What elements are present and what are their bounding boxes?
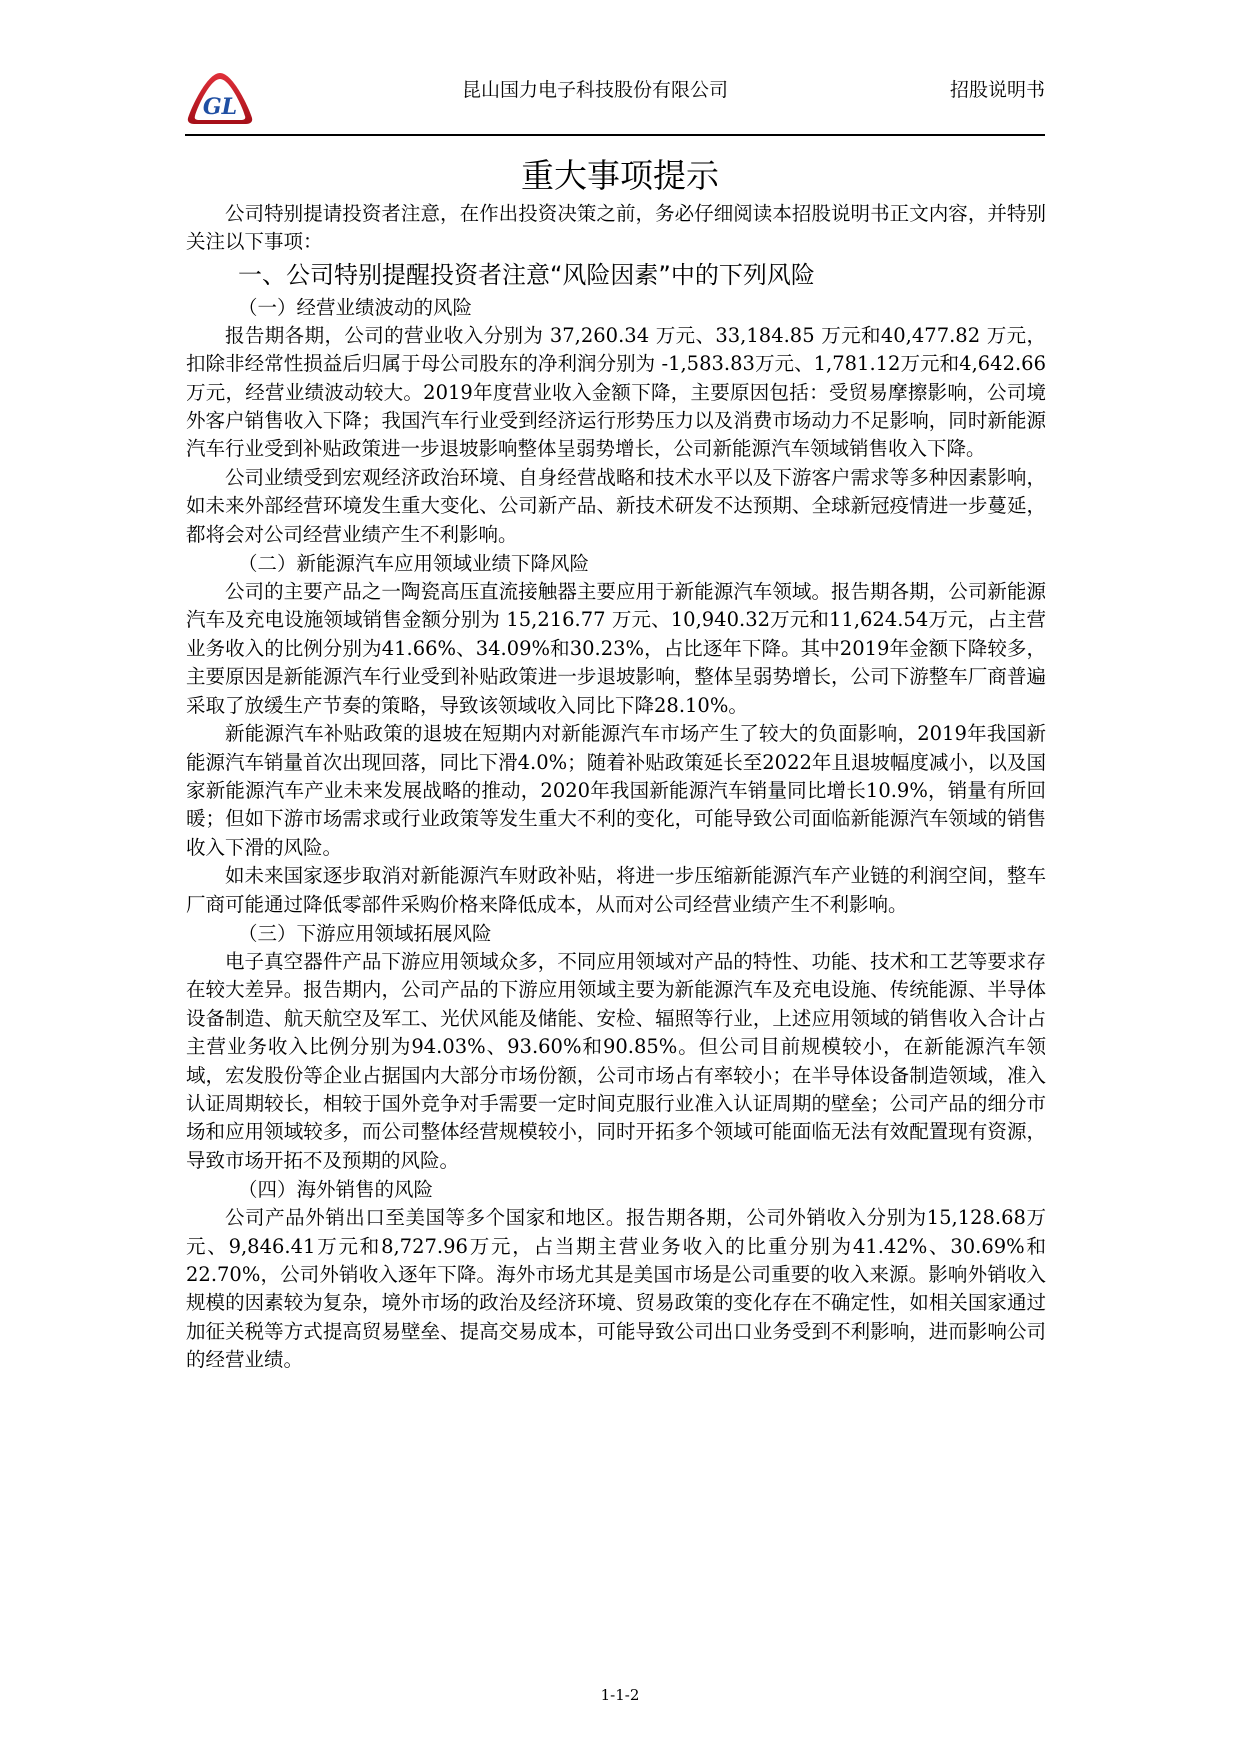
document-type: 招股说明书	[949, 79, 1045, 101]
subsection-heading: （三）下游应用领域拓展风险	[238, 921, 492, 945]
company-name: 昆山国力电子科技股份有限公司	[462, 79, 729, 101]
document-body	[186, 200, 1046, 1375]
page-number: 1-1-2	[600, 1686, 640, 1704]
page-header	[185, 62, 1045, 134]
logo-text: GL	[202, 94, 238, 120]
body-paragraph: 新能源汽车补贴政策的退坡在短期内对新能源汽车市场产生了较大的负面影响，2019年我国新能源汽车销量首次出现回落，同比下滑4.0%；随着补贴政策延长至2022年且退坡幅度减小，以及国家新能源汽车产业未来发展战略的推动，2020年我国新能源汽车销量同比增长10.9%，销量有所回暖；但如下游市场需求或行业政策等发生重大不利的变化，可能导致公司面临新能源汽车领域的销售收入下滑的风险。	[186, 722, 1046, 859]
subsection-heading: （一）经营业绩波动的风险	[238, 295, 473, 319]
subsection-heading: （四）海外销售的风险	[238, 1178, 434, 1202]
company-logo	[185, 70, 255, 126]
header-divider	[185, 134, 1045, 136]
intro-paragraph: 公司特别提请投资者注意，在作出投资决策之前，务必仔细阅读本招股说明书正文内容，并特别关注以下事项：	[186, 202, 1046, 254]
body-paragraph: 公司业绩受到宏观经济政治环境、自身经营战略和技术水平以及下游客户需求等多种因素影响，如未来外部经营环境发生重大变化、公司新产品、新技术研发不达预期、全球新冠疫情进一步蔓延，都将会对公司经营业绩产生不利影响。	[186, 465, 1046, 546]
body-paragraph: 如未来国家逐步取消对新能源汽车财政补贴，将进一步压缩新能源汽车产业链的利润空间，整车厂商可能通过降低零部件采购价格来降低成本，从而对公司经营业绩产生不利影响。	[186, 864, 1046, 916]
body-paragraph: 电子真空器件产品下游应用领域众多，不同应用领域对产品的特性、功能、技术和工艺等要求存在较大差异。报告期内，公司产品的下游应用领域主要为新能源汽车及充电设施、传统能源、半导体设备制造、航天航空及军工、光伏风能及储能、安检、辐照等行业，上述应用领域的销售收入合计占主营业务收入比例分别为94.03%、93.60%和90.85%。但公司目前规模较小，在新能源汽车领域，宏发股份等企业占据国内大部分市场份额，公司市场占有率较小；在半导体设备制造领域，准入认证周期较长，相较于国外竞争对手需要一定时间克服行业准入认证周期的壁垒；公司产品的细分市场和应用领域较多，而公司整体经营规模较小，同时开拓多个领域可能面临无法有效配置现有资源，导致市场开拓不及预期的风险。	[186, 949, 1046, 1172]
subsection-heading: （二）新能源汽车应用领域业绩下降风险	[238, 552, 590, 576]
page-title: 重大事项提示	[521, 156, 719, 195]
section-heading: 一、公司特别提醒投资者注意“风险因素”中的下列风险	[238, 260, 815, 289]
body-paragraph: 公司产品外销出口至美国等多个国家和地区。报告期各期，公司外销收入分别为15,128.68万元、9,846.41万元和8,727.96万元，占当期主营业务收入的比重分别为41.42%、30.69%和22.70%，公司外销收入逐年下降。海外市场尤其是美国市场是公司重要的收入来源。影响外销收入规模的因素较为复杂，境外市场的政治及经济环境、贸易政策的变化存在不确定性，如相关国家通过加征关税等方式提高贸易壁垒、提高交易成本，可能导致公司出口业务受到不利影响，进而影响公司的经营业绩。	[186, 1206, 1046, 1372]
body-paragraph: 报告期各期，公司的营业收入分别为 37,260.34 万元、33,184.85 万元和40,477.82 万元，扣除非经常性损益后归属于母公司股东的净利润分别为 -1,583.83万元、1,781.12万元和4,642.66万元，经营业绩波动较大。2019年度营业收入金额下降，主要原因包括：受贸易摩擦影响，公司境外客户销售收入下降；我国汽车行业受到经济运行形势压力以及消费市场动力不足影响，同时新能源汽车行业受到补贴政策进一步退坡影响整体呈弱势增长，公司新能源汽车领域销售收入下降。	[186, 323, 1046, 461]
body-paragraph: 公司的主要产品之一陶瓷高压直流接触器主要应用于新能源汽车领域。报告期各期，公司新能源汽车及充电设施领域销售金额分别为 15,216.77 万元、10,940.32万元和11,624.54万元，占主营业务收入的比例分别为41.66%、34.09%和30.23%，占比逐年下降。其中2019年金额下降较多，主要原因是新能源汽车行业受到补贴政策进一步退坡影响，整体呈弱势增长，公司下游整车厂商普遍采取了放缓生产节奏的策略，导致该领域收入同比下降28.10%。	[186, 580, 1046, 717]
